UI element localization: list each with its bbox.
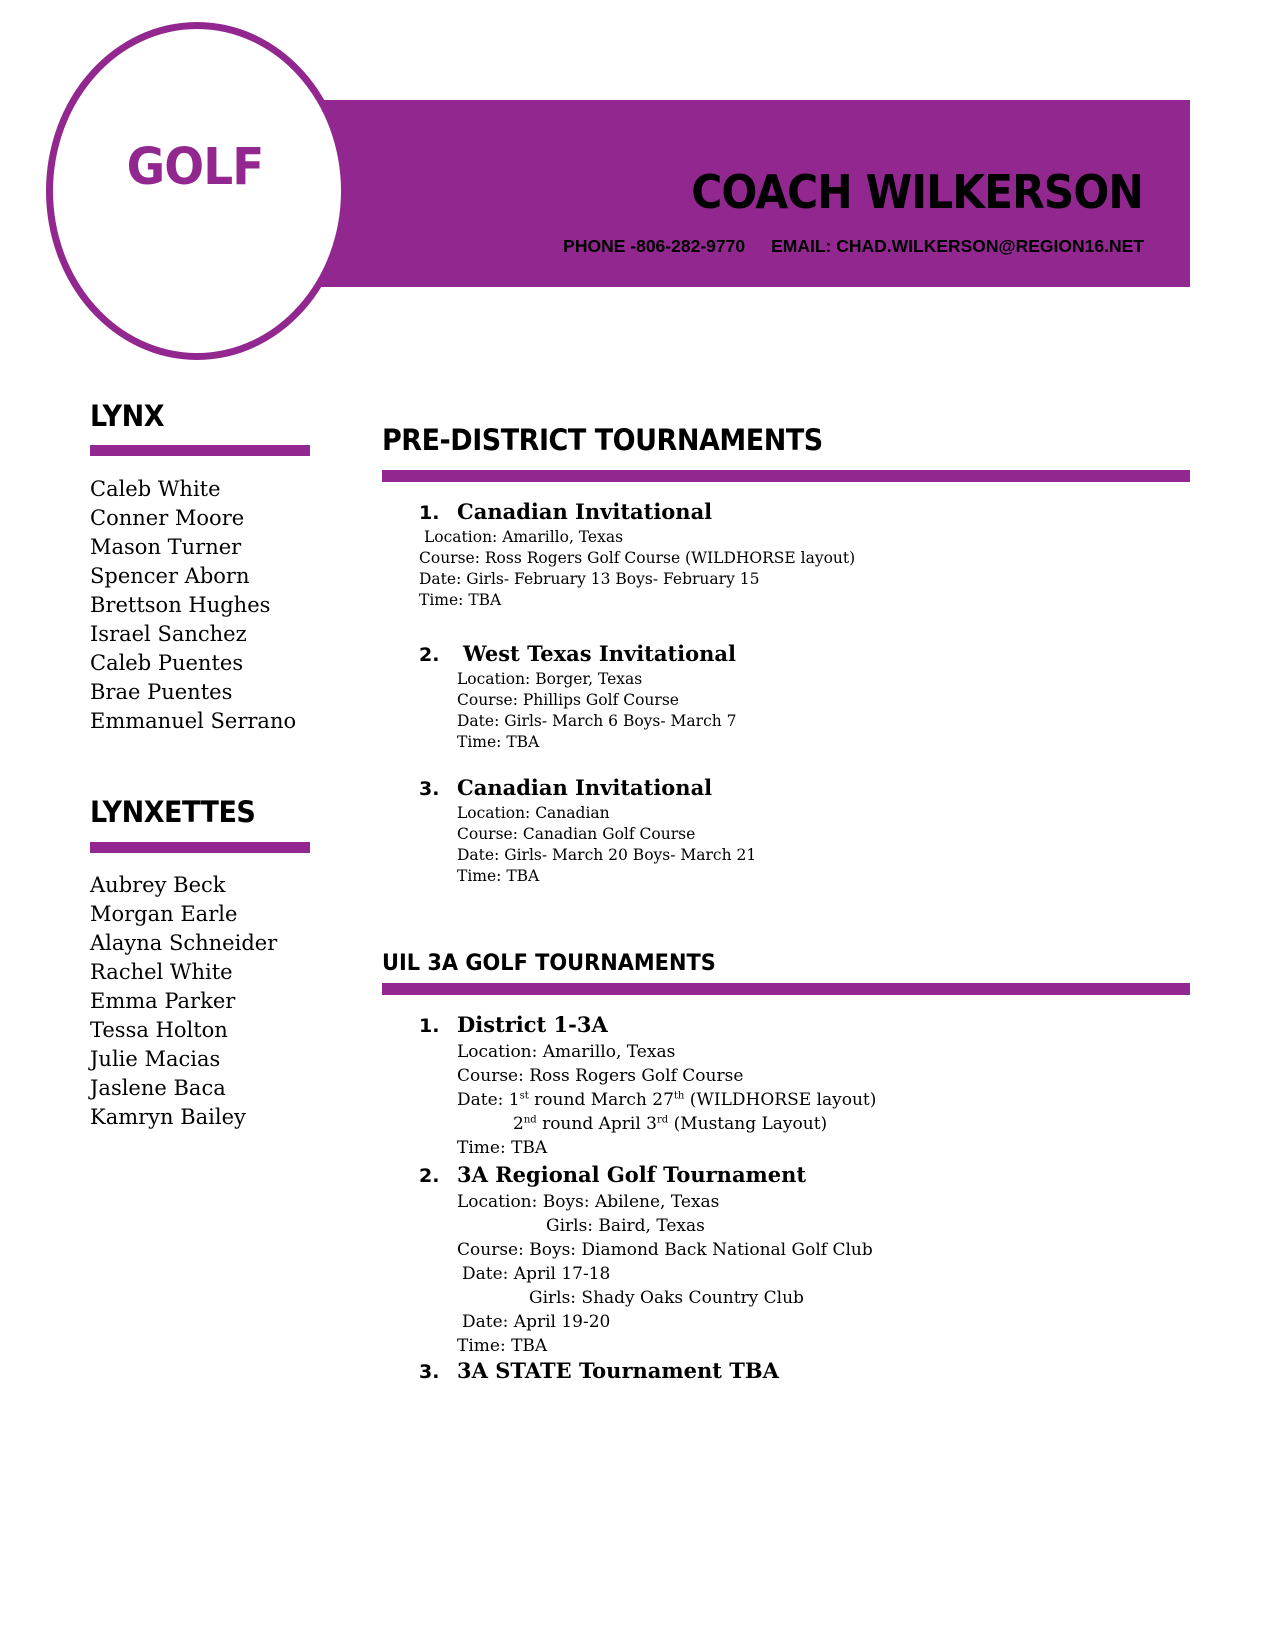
tournament-time: Time: TBA — [457, 1336, 548, 1356]
list-item: Morgan Earle — [90, 902, 238, 926]
list-item: Emma Parker — [90, 989, 236, 1013]
tournament-name: Canadian Invitational — [457, 499, 713, 524]
list-item: Tessa Holton — [90, 1018, 228, 1042]
list-item: Brae Puentes — [90, 680, 233, 704]
tournament-number: 1. — [419, 1015, 440, 1037]
list-item: Rachel White — [90, 960, 233, 984]
uil-tournament-1 — [419, 1010, 876, 1160]
tournament-time: Time: TBA — [419, 591, 502, 609]
tournament-title — [419, 1160, 873, 1190]
list-item: Alayna Schneider — [90, 931, 278, 955]
list-item: Israel Sanchez — [90, 622, 247, 646]
tournament-number: 1. — [419, 502, 440, 524]
tournament-time: Time: TBA — [457, 1138, 548, 1158]
pre-district-tournament-2 — [419, 639, 737, 753]
tournament-date-round-1 — [419, 1088, 876, 1112]
list-item: Spencer Aborn — [90, 564, 250, 588]
pre-district-rule — [382, 470, 1190, 482]
round-text: round March 27 — [528, 1090, 674, 1110]
tournament-course: Course: Phillips Golf Course — [457, 691, 679, 709]
phone-text: PHONE -806-282-9770 — [563, 236, 746, 256]
tournament-course: Course: Canadian Golf Course — [457, 825, 696, 843]
tournament-location: Location: Borger, Texas — [457, 670, 643, 688]
round-text: round April 3 — [536, 1114, 657, 1134]
pre-district-tournament-1 — [419, 497, 855, 611]
email-text: EMAIL: CHAD.WILKERSON@REGION16.NET — [771, 236, 1144, 256]
coach-name: COACH WILKERSON — [691, 165, 1143, 219]
tournament-title — [419, 497, 855, 527]
tournament-number: 2. — [419, 644, 440, 666]
tournament-title — [419, 1010, 876, 1040]
tournament-title — [419, 639, 737, 669]
tournament-location: Location: Amarillo, Texas — [424, 528, 624, 546]
date-suffix: rd — [657, 1114, 669, 1126]
list-item: Mason Turner — [90, 535, 242, 559]
tournament-date: Date: Girls- February 13 Boys- February 15 — [419, 570, 760, 588]
round-number: 1 — [508, 1090, 520, 1110]
list-item: Jaslene Baca — [90, 1076, 226, 1100]
tournament-time: Time: TBA — [457, 733, 540, 751]
ordinal-suffix: nd — [523, 1114, 537, 1126]
tournament-number: 3. — [419, 778, 440, 800]
tournament-name: West Texas Invitational — [463, 641, 737, 666]
tournament-name: 3A STATE Tournament TBA — [457, 1358, 779, 1383]
lynxettes-heading: LYNXETTES — [90, 795, 256, 829]
tournament-title — [419, 1356, 779, 1386]
tournament-name: District 1-3A — [457, 1012, 608, 1037]
tournament-course-girls: Girls: Shady Oaks Country Club — [529, 1288, 804, 1308]
round-layout: (WILDHORSE layout) — [684, 1090, 877, 1110]
tournament-number: 3. — [419, 1361, 440, 1383]
uil-heading: UIL 3A GOLF TOURNAMENTS — [382, 951, 716, 976]
uil-rule — [382, 983, 1190, 995]
date-label: Date: — [457, 1090, 509, 1110]
tournament-course-boys: Course: Boys: Diamond Back National Golf Club — [457, 1240, 873, 1260]
lynx-heading: LYNX — [90, 399, 165, 433]
tournament-date-round-2 — [419, 1112, 876, 1136]
pre-district-tournament-3 — [419, 773, 756, 887]
tournament-location: Location: Canadian — [457, 804, 610, 822]
list-item: Caleb White — [90, 477, 221, 501]
lynx-roster — [90, 475, 296, 736]
lynxettes-rule — [90, 842, 310, 853]
list-item: Brettson Hughes — [90, 593, 271, 617]
uil-tournament-2 — [419, 1160, 873, 1358]
lynx-rule — [90, 445, 310, 456]
uil-tournament-3 — [419, 1356, 779, 1386]
list-item: Kamryn Bailey — [90, 1105, 246, 1129]
tournament-title — [419, 773, 756, 803]
ordinal-suffix: st — [519, 1090, 529, 1102]
tournament-time: Time: TBA — [457, 867, 540, 885]
tournament-name: 3A Regional Golf Tournament — [457, 1162, 807, 1187]
tournament-date-girls: Date: April 19-20 — [462, 1312, 611, 1332]
list-item: Caleb Puentes — [90, 651, 244, 675]
tournament-location: Location: Amarillo, Texas — [457, 1042, 676, 1062]
tournament-location-boys: Location: Boys: Abilene, Texas — [457, 1192, 720, 1212]
list-item: Aubrey Beck — [90, 873, 226, 897]
tournament-date: Date: Girls- March 6 Boys- March 7 — [457, 712, 737, 730]
list-item: Conner Moore — [90, 506, 245, 530]
round-number: 2 — [513, 1114, 524, 1134]
tournament-number: 2. — [419, 1165, 440, 1187]
list-item: Julie Macias — [90, 1047, 221, 1071]
date-suffix: th — [673, 1090, 685, 1102]
lynxettes-roster — [90, 871, 277, 1132]
tournament-course: Course: Ross Rogers Golf Course (WILDHORSE layout) — [419, 549, 856, 567]
round-layout: (Mustang Layout) — [668, 1114, 828, 1134]
list-item: Emmanuel Serrano — [90, 709, 297, 733]
pre-district-heading: PRE-DISTRICT TOURNAMENTS — [382, 423, 823, 457]
tournament-date-boys: Date: April 17-18 — [462, 1264, 611, 1284]
logo-text: GOLF — [126, 138, 264, 197]
tournament-location-girls: Girls: Baird, Texas — [546, 1216, 705, 1236]
contact-info — [563, 236, 1144, 257]
tournament-name: Canadian Invitational — [457, 775, 713, 800]
tournament-course: Course: Ross Rogers Golf Course — [457, 1066, 744, 1086]
tournament-date: Date: Girls- March 20 Boys- March 21 — [457, 846, 757, 864]
